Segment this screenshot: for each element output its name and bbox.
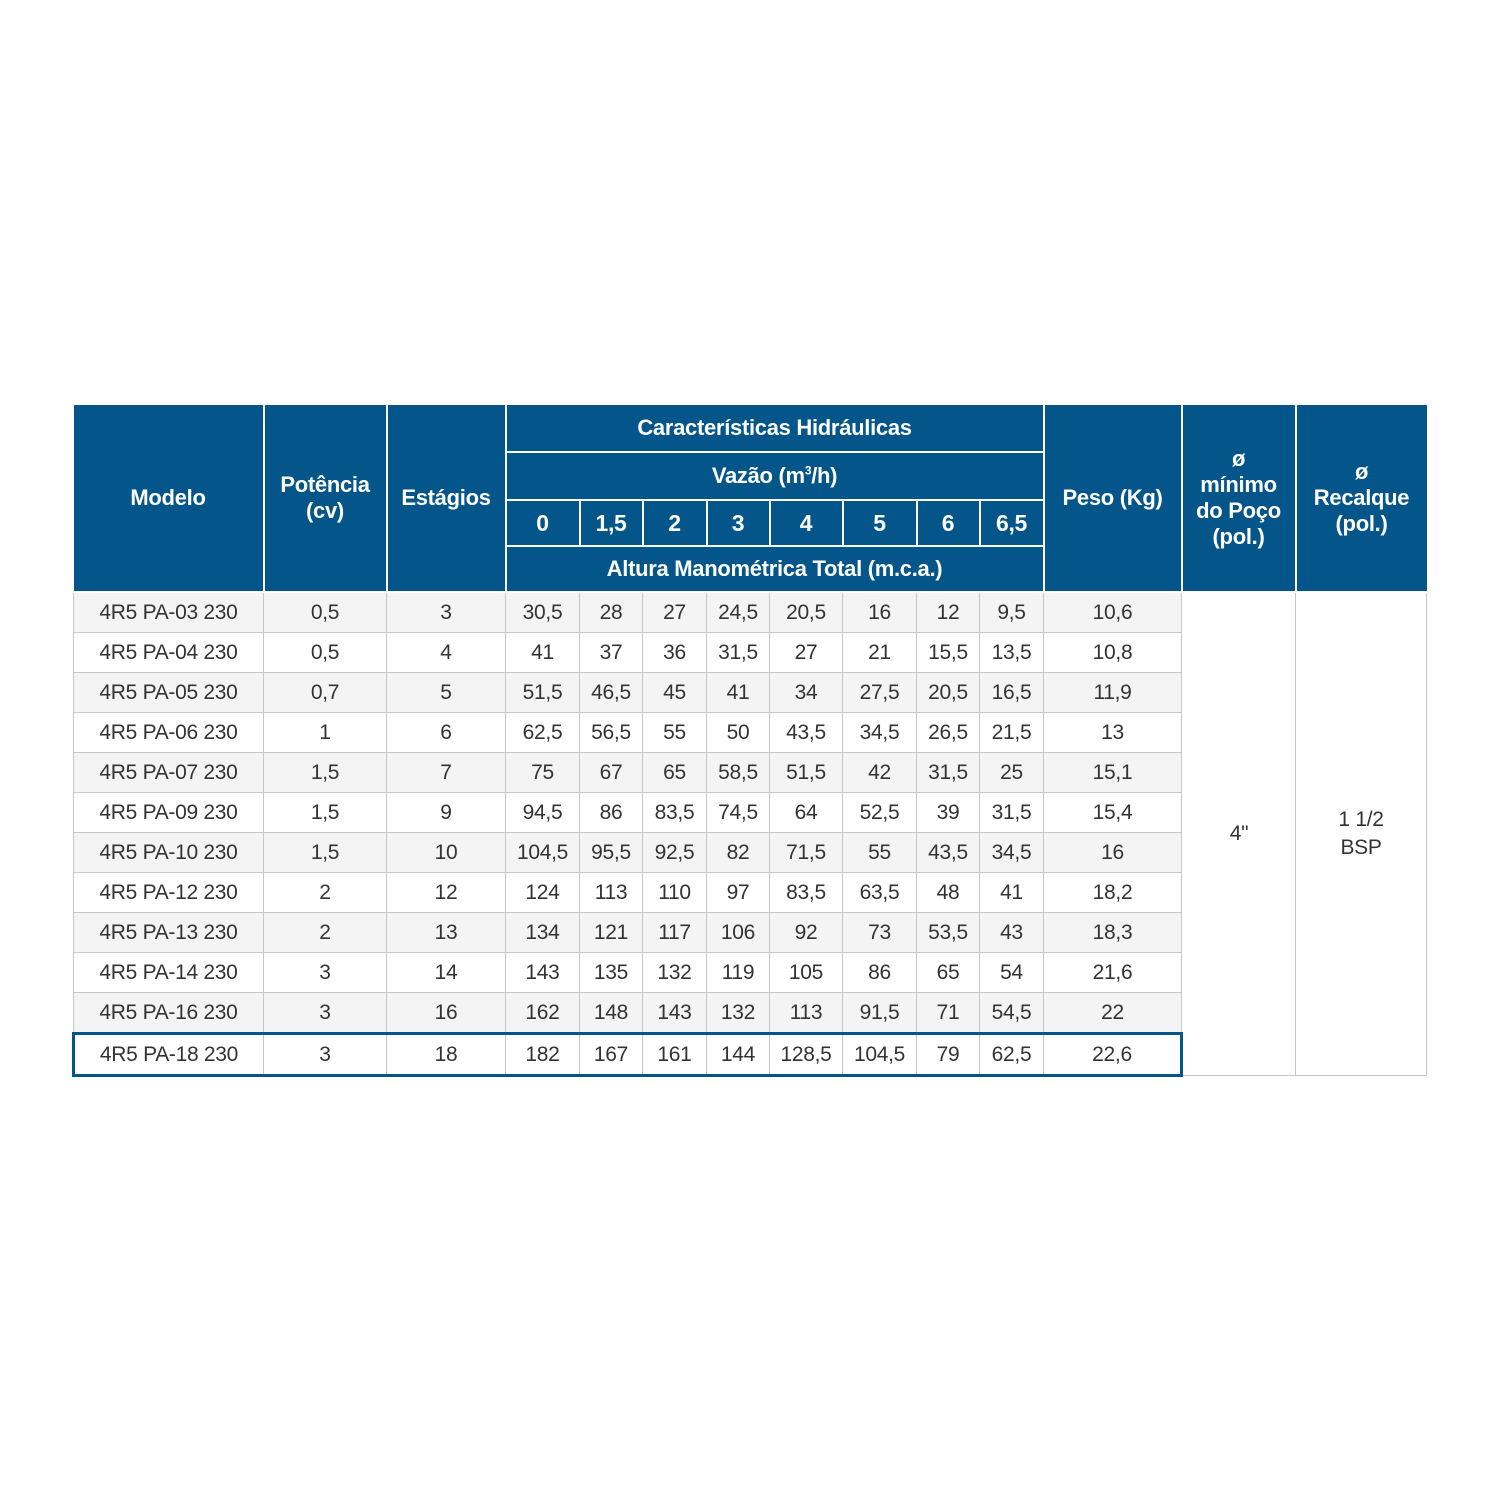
cell-head-4: 20,5 — [770, 592, 843, 633]
cell-estagios: 16 — [387, 993, 506, 1034]
cell-head-1: 46,5 — [580, 673, 643, 713]
header-flow-4: 4 — [770, 500, 843, 546]
cell-head-0: 124 — [506, 873, 580, 913]
cell-head-0: 30,5 — [506, 592, 580, 633]
cell-peso: 13 — [1044, 713, 1182, 753]
cell-head-0: 143 — [506, 953, 580, 993]
cell-estagios: 13 — [387, 913, 506, 953]
cell-head-5: 34,5 — [843, 713, 917, 753]
header-caracteristicas-label: Características Hidráulicas — [637, 415, 912, 440]
cell-modelo: 4R5 PA-14 230 — [74, 953, 264, 993]
cell-head-5: 73 — [843, 913, 917, 953]
cell-peso: 21,6 — [1044, 953, 1182, 993]
cell-potencia: 0,5 — [264, 592, 387, 633]
cell-recalque — [1296, 592, 1427, 1076]
cell-head-4: 64 — [770, 793, 843, 833]
cell-head-5: 16 — [843, 592, 917, 633]
cell-head-1: 28 — [580, 592, 643, 633]
cell-peso: 18,2 — [1044, 873, 1182, 913]
cell-head-6: 43,5 — [917, 833, 980, 873]
cell-potencia: 2 — [264, 913, 387, 953]
table-row — [74, 592, 1427, 633]
cell-head-4: 43,5 — [770, 713, 843, 753]
header-vazao-label: Vazão (m — [711, 463, 805, 488]
cell-head-7: 54,5 — [980, 993, 1044, 1034]
cell-head-4: 83,5 — [770, 873, 843, 913]
diameter-symbol: ø — [1231, 446, 1246, 471]
header-poco-label-1: mínimo — [1200, 472, 1277, 497]
header-potencia-label: Potência — [280, 472, 370, 497]
cell-peso: 10,8 — [1044, 633, 1182, 673]
cell-head-0: 134 — [506, 913, 580, 953]
cell-potencia: 1,5 — [264, 793, 387, 833]
cell-estagios: 6 — [387, 713, 506, 753]
cell-head-2: 110 — [643, 873, 707, 913]
cell-head-1: 86 — [580, 793, 643, 833]
cell-potencia: 0,7 — [264, 673, 387, 713]
header-flow-1: 1,5 — [580, 500, 643, 546]
cell-head-5: 63,5 — [843, 873, 917, 913]
cell-head-0: 94,5 — [506, 793, 580, 833]
cell-head-0: 182 — [506, 1034, 580, 1076]
cell-peso: 10,6 — [1044, 592, 1182, 633]
cell-modelo: 4R5 PA-12 230 — [74, 873, 264, 913]
cell-head-6: 31,5 — [917, 753, 980, 793]
cell-estagios: 14 — [387, 953, 506, 993]
table-header — [74, 405, 1427, 592]
header-vazao-unit: /h) — [811, 463, 838, 488]
cell-head-0: 62,5 — [506, 713, 580, 753]
cell-head-6: 26,5 — [917, 713, 980, 753]
cell-head-6: 12 — [917, 592, 980, 633]
cell-peso: 16 — [1044, 833, 1182, 873]
cell-potencia: 3 — [264, 1034, 387, 1076]
cell-potencia: 1 — [264, 713, 387, 753]
header-flow-6: 6 — [917, 500, 980, 546]
cell-head-3: 58,5 — [707, 753, 770, 793]
header-recalque-unit: (pol.) — [1335, 511, 1388, 536]
cell-head-4: 128,5 — [770, 1034, 843, 1076]
cell-modelo: 4R5 PA-13 230 — [74, 913, 264, 953]
cell-head-3: 31,5 — [707, 633, 770, 673]
cell-estagios: 5 — [387, 673, 506, 713]
cell-head-2: 45 — [643, 673, 707, 713]
cell-poco: 4" — [1182, 592, 1296, 1076]
header-altura-label: Altura Manométrica Total (m.c.a.) — [606, 556, 943, 581]
header-estagios-label: Estágios — [401, 485, 491, 510]
cell-head-7: 62,5 — [980, 1034, 1044, 1076]
cell-head-0: 104,5 — [506, 833, 580, 873]
cell-head-1: 37 — [580, 633, 643, 673]
cell-potencia: 1,5 — [264, 753, 387, 793]
cell-head-4: 34 — [770, 673, 843, 713]
cell-peso: 22,6 — [1044, 1034, 1182, 1076]
cell-estagios: 18 — [387, 1034, 506, 1076]
cell-head-6: 71 — [917, 993, 980, 1034]
header-flow-5: 5 — [843, 500, 917, 546]
cell-head-2: 55 — [643, 713, 707, 753]
cell-head-2: 132 — [643, 953, 707, 993]
header-flow-7: 6,5 — [980, 500, 1044, 546]
cell-recalque-size: 1 1/2 — [1338, 808, 1384, 831]
cell-head-1: 148 — [580, 993, 643, 1034]
header-poco-label-2: do Poço — [1196, 498, 1281, 523]
cell-estagios: 3 — [387, 592, 506, 633]
cell-modelo: 4R5 PA-06 230 — [74, 713, 264, 753]
cell-head-7: 25 — [980, 753, 1044, 793]
cell-head-5: 55 — [843, 833, 917, 873]
cell-head-2: 65 — [643, 753, 707, 793]
header-modelo — [74, 405, 264, 592]
cell-head-2: 36 — [643, 633, 707, 673]
cell-head-5: 91,5 — [843, 993, 917, 1034]
cell-head-6: 20,5 — [917, 673, 980, 713]
cell-head-5: 86 — [843, 953, 917, 993]
cell-head-6: 53,5 — [917, 913, 980, 953]
cell-head-3: 119 — [707, 953, 770, 993]
cell-head-7: 21,5 — [980, 713, 1044, 753]
cell-modelo: 4R5 PA-04 230 — [74, 633, 264, 673]
header-potencia-unit: (cv) — [306, 498, 344, 523]
cell-head-1: 135 — [580, 953, 643, 993]
cell-modelo: 4R5 PA-03 230 — [74, 592, 264, 633]
cell-peso: 22 — [1044, 993, 1182, 1034]
cell-recalque-thread: BSP — [1340, 836, 1382, 859]
cell-estagios: 9 — [387, 793, 506, 833]
cell-modelo: 4R5 PA-10 230 — [74, 833, 264, 873]
cell-head-2: 92,5 — [643, 833, 707, 873]
cell-head-7: 43 — [980, 913, 1044, 953]
header-poco-unit: (pol.) — [1212, 524, 1265, 549]
cell-peso: 18,3 — [1044, 913, 1182, 953]
cell-head-7: 54 — [980, 953, 1044, 993]
header-altura — [506, 546, 1044, 592]
cell-head-0: 41 — [506, 633, 580, 673]
header-vazao-exponent: 3 — [804, 463, 812, 478]
cell-head-7: 41 — [980, 873, 1044, 913]
header-peso — [1044, 405, 1182, 592]
cell-head-1: 95,5 — [580, 833, 643, 873]
header-peso-label: Peso (Kg) — [1062, 485, 1163, 510]
cell-head-6: 48 — [917, 873, 980, 913]
cell-estagios: 12 — [387, 873, 506, 913]
cell-head-7: 13,5 — [980, 633, 1044, 673]
cell-modelo: 4R5 PA-07 230 — [74, 753, 264, 793]
cell-head-1: 113 — [580, 873, 643, 913]
cell-head-3: 50 — [707, 713, 770, 753]
cell-head-5: 21 — [843, 633, 917, 673]
cell-potencia: 3 — [264, 953, 387, 993]
cell-head-5: 27,5 — [843, 673, 917, 713]
cell-head-1: 56,5 — [580, 713, 643, 753]
cell-head-6: 65 — [917, 953, 980, 993]
cell-head-3: 74,5 — [707, 793, 770, 833]
cell-head-2: 143 — [643, 993, 707, 1034]
cell-modelo: 4R5 PA-18 230 — [74, 1034, 264, 1076]
header-vazao — [506, 452, 1044, 500]
cell-peso: 15,1 — [1044, 753, 1182, 793]
cell-head-2: 83,5 — [643, 793, 707, 833]
cell-head-7: 16,5 — [980, 673, 1044, 713]
pump-spec-table — [72, 405, 1427, 1077]
cell-head-1: 67 — [580, 753, 643, 793]
cell-head-0: 162 — [506, 993, 580, 1034]
cell-head-4: 92 — [770, 913, 843, 953]
cell-head-2: 27 — [643, 592, 707, 633]
cell-head-1: 121 — [580, 913, 643, 953]
cell-peso: 11,9 — [1044, 673, 1182, 713]
header-modelo-label: Modelo — [130, 485, 206, 510]
header-flow-2: 2 — [643, 500, 707, 546]
header-recalque-label: Recalque — [1313, 485, 1410, 510]
header-poco — [1182, 405, 1296, 592]
cell-head-4: 113 — [770, 993, 843, 1034]
cell-potencia: 2 — [264, 873, 387, 913]
cell-modelo: 4R5 PA-05 230 — [74, 673, 264, 713]
cell-head-3: 97 — [707, 873, 770, 913]
cell-head-6: 79 — [917, 1034, 980, 1076]
cell-head-6: 39 — [917, 793, 980, 833]
cell-head-5: 42 — [843, 753, 917, 793]
cell-head-2: 161 — [643, 1034, 707, 1076]
cell-potencia: 1,5 — [264, 833, 387, 873]
cell-modelo: 4R5 PA-09 230 — [74, 793, 264, 833]
cell-modelo: 4R5 PA-16 230 — [74, 993, 264, 1034]
header-flow-3: 3 — [707, 500, 770, 546]
cell-potencia: 0,5 — [264, 633, 387, 673]
cell-head-4: 105 — [770, 953, 843, 993]
cell-head-3: 24,5 — [707, 592, 770, 633]
cell-head-4: 51,5 — [770, 753, 843, 793]
cell-potencia: 3 — [264, 993, 387, 1034]
header-flow-0: 0 — [506, 500, 580, 546]
table-body — [74, 592, 1427, 1076]
cell-head-0: 51,5 — [506, 673, 580, 713]
cell-head-0: 75 — [506, 753, 580, 793]
cell-estagios: 10 — [387, 833, 506, 873]
cell-head-3: 41 — [707, 673, 770, 713]
cell-head-7: 34,5 — [980, 833, 1044, 873]
cell-estagios: 7 — [387, 753, 506, 793]
cell-head-3: 106 — [707, 913, 770, 953]
cell-head-3: 82 — [707, 833, 770, 873]
cell-head-4: 27 — [770, 633, 843, 673]
cell-head-3: 144 — [707, 1034, 770, 1076]
cell-head-6: 15,5 — [917, 633, 980, 673]
header-caracteristicas — [506, 405, 1044, 452]
cell-head-5: 52,5 — [843, 793, 917, 833]
cell-estagios: 4 — [387, 633, 506, 673]
header-estagios — [387, 405, 506, 592]
cell-head-1: 167 — [580, 1034, 643, 1076]
cell-head-5: 104,5 — [843, 1034, 917, 1076]
diameter-symbol: ø — [1354, 459, 1369, 484]
cell-head-4: 71,5 — [770, 833, 843, 873]
header-potencia — [264, 405, 387, 592]
cell-head-3: 132 — [707, 993, 770, 1034]
cell-head-2: 117 — [643, 913, 707, 953]
cell-peso: 15,4 — [1044, 793, 1182, 833]
cell-head-7: 31,5 — [980, 793, 1044, 833]
header-recalque — [1296, 405, 1427, 592]
cell-head-7: 9,5 — [980, 592, 1044, 633]
